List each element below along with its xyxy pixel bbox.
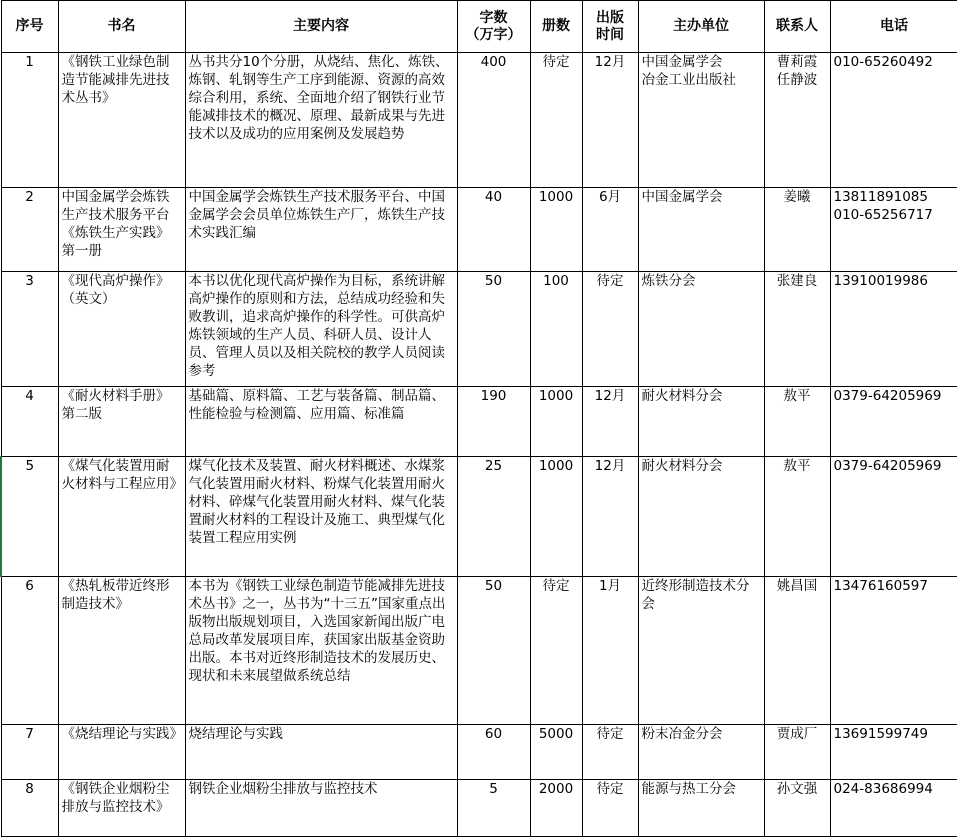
- table-row: [1, 780, 957, 837]
- cell-contact[interactable]: 贾成厂: [764, 725, 830, 780]
- cell-phone[interactable]: 13910019986: [830, 272, 957, 387]
- cell-words[interactable]: 190: [457, 387, 530, 457]
- cell-org[interactable]: 中国金属学会: [638, 188, 764, 272]
- cell-words[interactable]: 50: [457, 577, 530, 725]
- table-row: [1, 457, 957, 577]
- cell-volumes[interactable]: 100: [530, 272, 582, 387]
- cell-content[interactable]: 钢铁企业烟粉尘排放与监控技术: [185, 780, 457, 837]
- table-row: [1, 188, 957, 272]
- cell-volumes[interactable]: 5000: [530, 725, 582, 780]
- table-row: [1, 53, 957, 188]
- cell-seq[interactable]: 3: [1, 272, 58, 387]
- cell-content[interactable]: 本书以优化现代高炉操作为目标，系统讲解高炉操作的原则和方法，总结成功经验和失败教训，追求高炉操作的科学性。可供高炉炼铁领域的生产人员、科研人员、设计人员、管理人员以及相关院校的教学人员阅读参考: [185, 272, 457, 387]
- cell-pubtime[interactable]: 待定: [582, 780, 638, 837]
- header-words: 字数 （万字）: [457, 1, 530, 53]
- cell-volumes[interactable]: 2000: [530, 780, 582, 837]
- cell-org[interactable]: 耐火材料分会: [638, 457, 764, 577]
- cell-title[interactable]: 中国金属学会炼铁生产技术服务平台《炼铁生产实践》第一册: [58, 188, 185, 272]
- header-phone: 电话: [830, 1, 957, 53]
- cell-volumes[interactable]: 1000: [530, 188, 582, 272]
- cell-title[interactable]: 《烧结理论与实践》: [58, 725, 185, 780]
- cell-org[interactable]: 粉末冶金分会: [638, 725, 764, 780]
- cell-words[interactable]: 25: [457, 457, 530, 577]
- cell-contact[interactable]: 曹莉霞 任静波: [764, 53, 830, 188]
- cell-volumes[interactable]: 待定: [530, 53, 582, 188]
- cell-volumes[interactable]: 待定: [530, 577, 582, 725]
- cell-words[interactable]: 60: [457, 725, 530, 780]
- cell-phone[interactable]: 0379-64205969: [830, 457, 957, 577]
- header-row: [1, 1, 957, 53]
- cell-contact[interactable]: 张建良: [764, 272, 830, 387]
- cell-volumes[interactable]: 1000: [530, 457, 582, 577]
- cell-contact[interactable]: 孙文强: [764, 780, 830, 837]
- cell-phone[interactable]: 010-65260492: [830, 53, 957, 188]
- header-content: 主要内容: [185, 1, 457, 53]
- cell-phone[interactable]: 13476160597: [830, 577, 957, 725]
- cell-pubtime[interactable]: 待定: [582, 725, 638, 780]
- header-volumes: 册数: [530, 1, 582, 53]
- cell-content[interactable]: 丛书共分10个分册，从烧结、焦化、炼铁、炼钢、轧钢等生产工序到能源、资源的高效综合利用，系统、全面地介绍了钢铁行业节能减排技术的概况、原理、最新成果与先进技术以及成功的应用案例及发展趋势: [185, 53, 457, 188]
- cell-contact[interactable]: 敖平: [764, 457, 830, 577]
- cell-seq[interactable]: 4: [1, 387, 58, 457]
- header-title: 书名: [58, 1, 185, 53]
- cell-title[interactable]: 《钢铁企业烟粉尘排放与监控技术》: [58, 780, 185, 837]
- cell-contact[interactable]: 姚昌国: [764, 577, 830, 725]
- cell-content[interactable]: 本书为《钢铁工业绿色制造节能减排先进技术丛书》之一，丛书为“十三五”国家重点出版物出版规划项目，入选国家新闻出版广电总局改革发展项目库，获国家出版基金资助出版。本书对近终形制造技术的发展历史、现状和未来展望做系统总结: [185, 577, 457, 725]
- header-org: 主办单位: [638, 1, 764, 53]
- cell-title[interactable]: 《耐火材料手册》第二版: [58, 387, 185, 457]
- table-row: [1, 725, 957, 780]
- cell-content[interactable]: 烧结理论与实践: [185, 725, 457, 780]
- cell-pubtime[interactable]: 12月: [582, 457, 638, 577]
- cell-contact[interactable]: 敖平: [764, 387, 830, 457]
- cell-seq[interactable]: 6: [1, 577, 58, 725]
- cell-seq[interactable]: 1: [1, 53, 58, 188]
- cell-org[interactable]: 炼铁分会: [638, 272, 764, 387]
- cell-volumes[interactable]: 1000: [530, 387, 582, 457]
- cell-pubtime[interactable]: 6月: [582, 188, 638, 272]
- table-row: [1, 577, 957, 725]
- cell-title[interactable]: 《现代高炉操作》（英文）: [58, 272, 185, 387]
- cell-seq[interactable]: 5: [1, 457, 58, 577]
- cell-phone[interactable]: 13691599749: [830, 725, 957, 780]
- header-contact: 联系人: [764, 1, 830, 53]
- cell-title[interactable]: 《热轧板带近终形制造技术》: [58, 577, 185, 725]
- cell-title[interactable]: 《钢铁工业绿色制造节能减排先进技术丛书》: [58, 53, 185, 188]
- cell-org[interactable]: 中国金属学会 冶金工业出版社: [638, 53, 764, 188]
- cell-seq[interactable]: 8: [1, 780, 58, 837]
- cell-seq[interactable]: 7: [1, 725, 58, 780]
- cell-words[interactable]: 40: [457, 188, 530, 272]
- cell-pubtime[interactable]: 12月: [582, 387, 638, 457]
- cell-pubtime[interactable]: 12月: [582, 53, 638, 188]
- cell-content[interactable]: 煤气化技术及装置、耐火材料概述、水煤浆气化装置用耐火材料、粉煤气化装置用耐火材料、碎煤气化装置用耐火材料、煤气化装置耐火材料的工程设计及施工、典型煤气化装置工程应用实例: [185, 457, 457, 577]
- header-seq: 序号: [1, 1, 58, 53]
- header-pubtime: 出版 时间: [582, 1, 638, 53]
- cell-pubtime[interactable]: 1月: [582, 577, 638, 725]
- cell-phone[interactable]: 0379-64205969: [830, 387, 957, 457]
- cell-pubtime[interactable]: 待定: [582, 272, 638, 387]
- table-row: [1, 272, 957, 387]
- cell-content[interactable]: 中国金属学会炼铁生产技术服务平台、中国金属学会会员单位炼铁生产厂，炼铁生产技术实践汇编: [185, 188, 457, 272]
- cell-content[interactable]: 基础篇、原料篇、工艺与装备篇、制品篇、性能检验与检测篇、应用篇、标准篇: [185, 387, 457, 457]
- cell-title[interactable]: 《煤气化装置用耐火材料与工程应用》: [58, 457, 185, 577]
- cell-phone[interactable]: 024-83686994: [830, 780, 957, 837]
- cell-seq[interactable]: 2: [1, 188, 58, 272]
- cell-contact[interactable]: 姜曦: [764, 188, 830, 272]
- cell-words[interactable]: 5: [457, 780, 530, 837]
- cell-phone[interactable]: 13811891085 010-65256717: [830, 188, 957, 272]
- cell-org[interactable]: 近终形制造技术分会: [638, 577, 764, 725]
- cell-org[interactable]: 能源与热工分会: [638, 780, 764, 837]
- table-row: [1, 387, 957, 457]
- cell-words[interactable]: 50: [457, 272, 530, 387]
- cell-words[interactable]: 400: [457, 53, 530, 188]
- cell-org[interactable]: 耐火材料分会: [638, 387, 764, 457]
